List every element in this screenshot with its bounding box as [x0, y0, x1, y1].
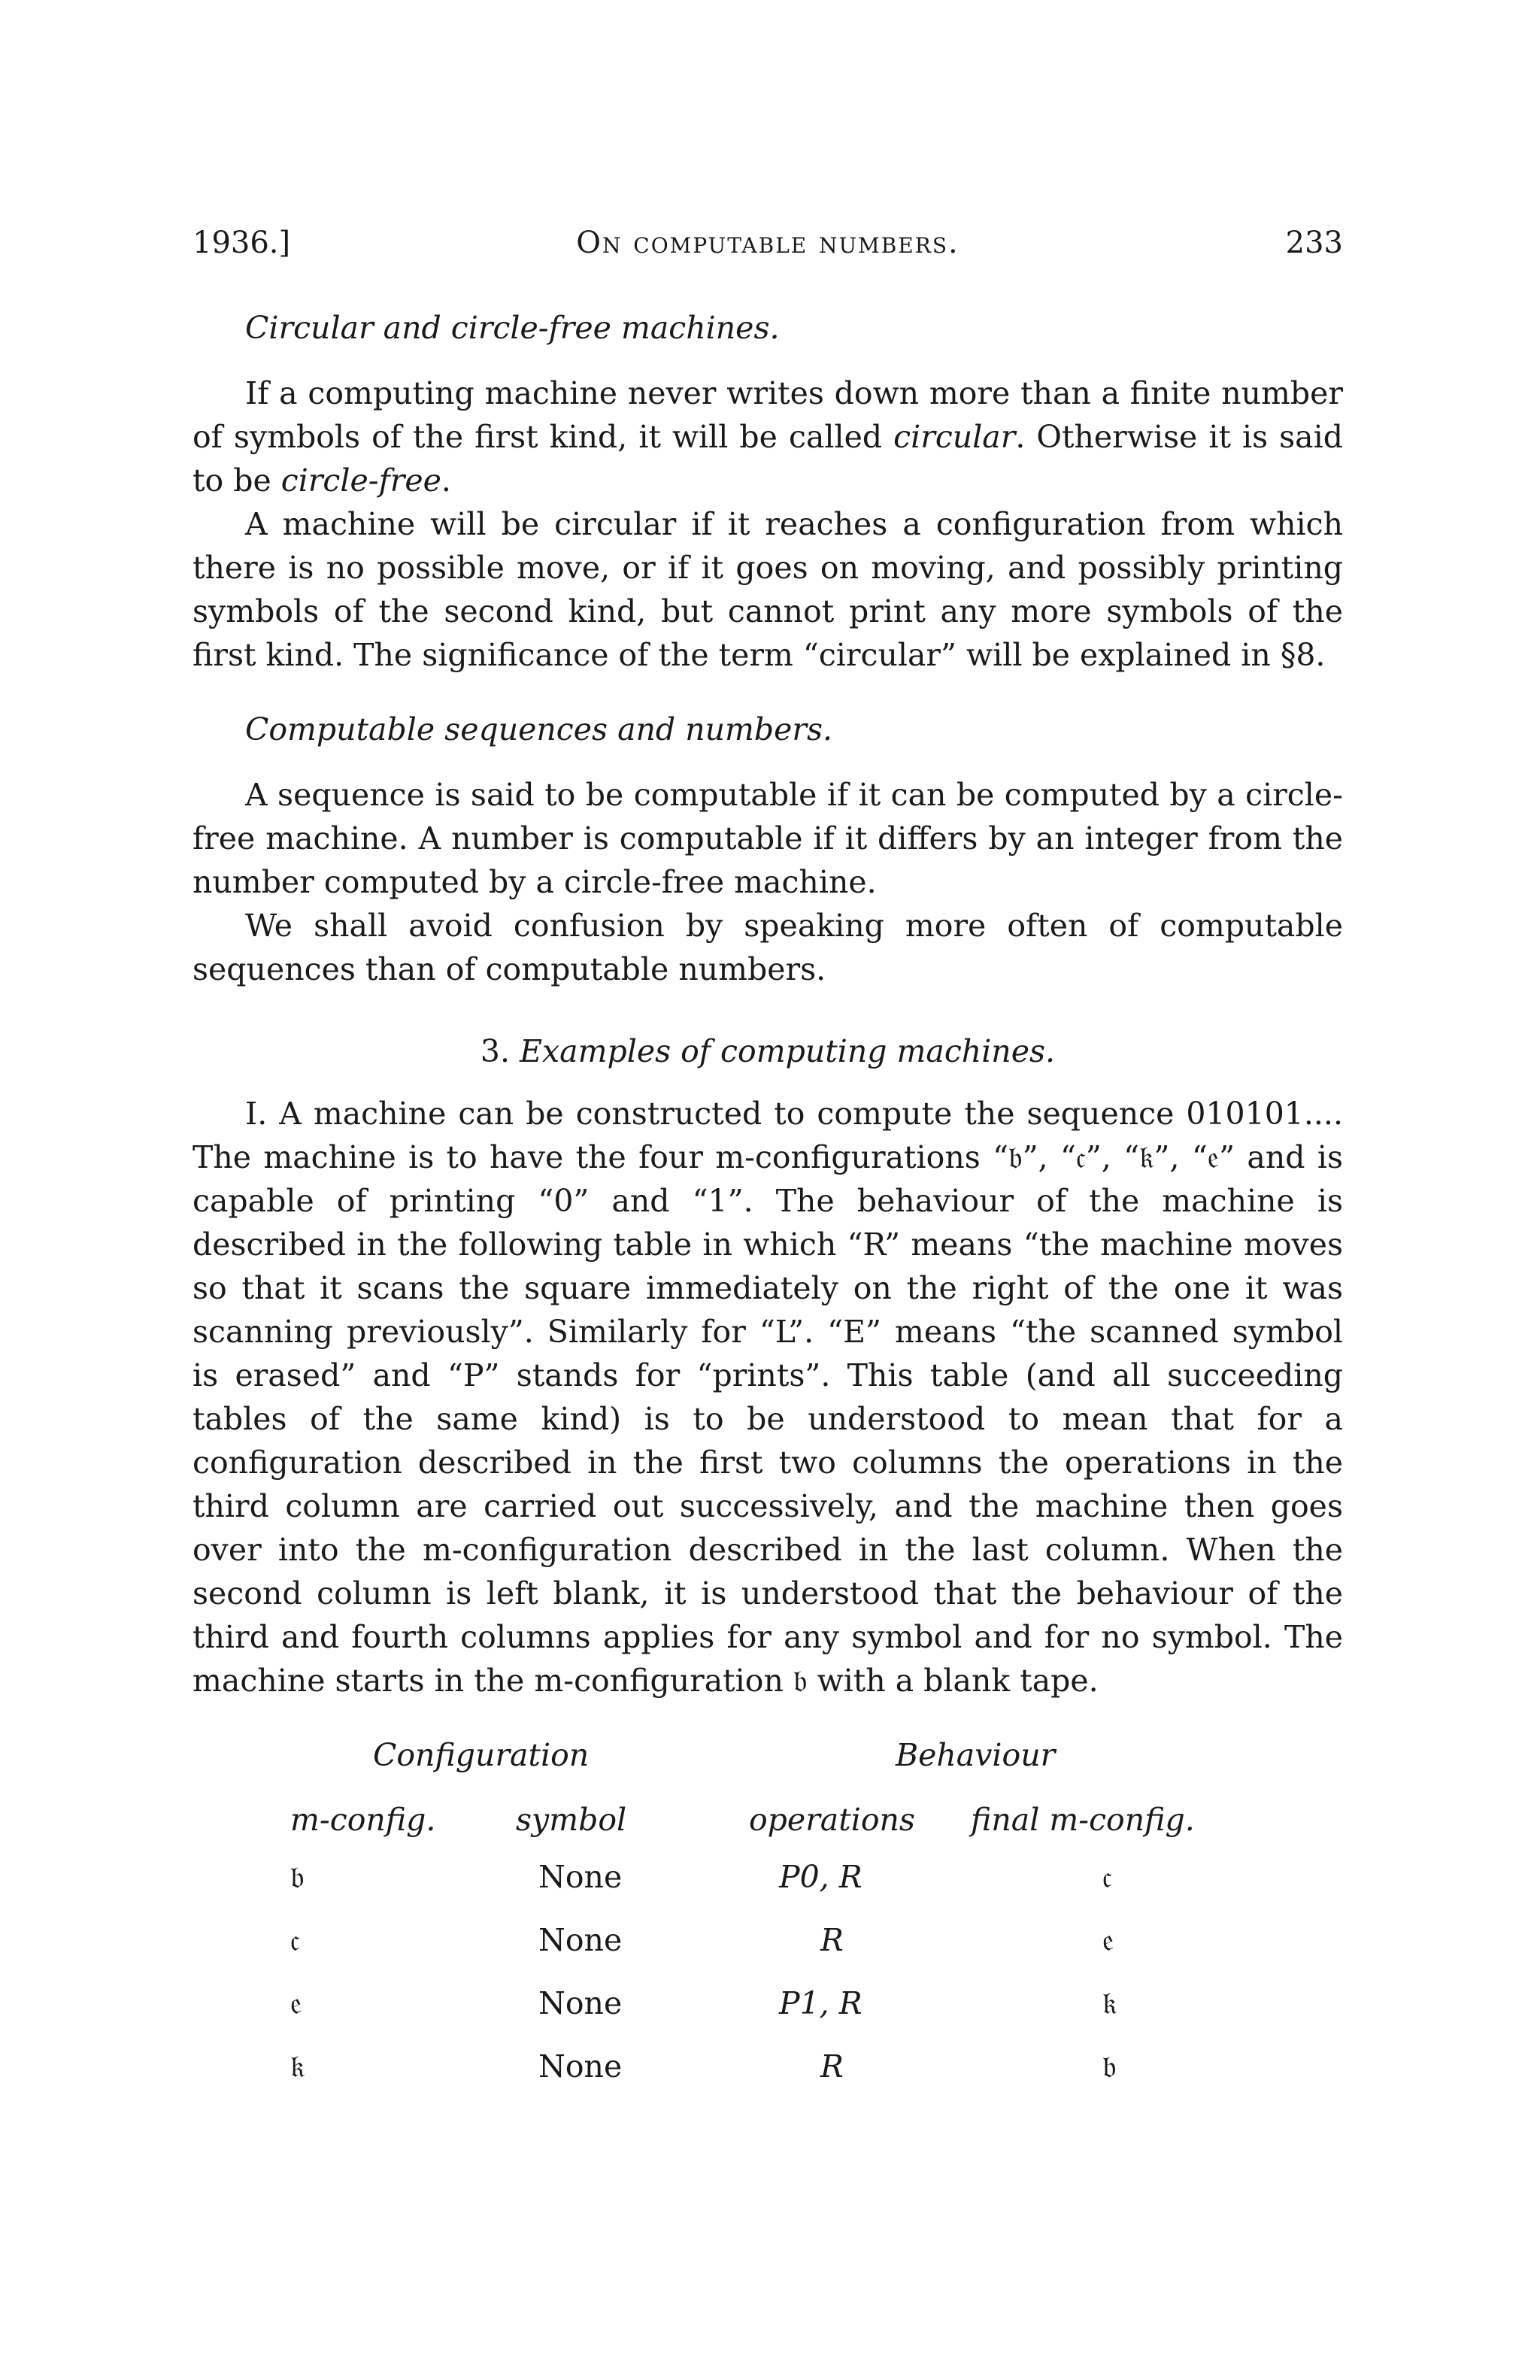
- cell-symbol: None: [538, 1922, 623, 1958]
- cell-symbol: None: [538, 2048, 623, 2084]
- heading-computable: Computable sequences and numbers.: [245, 711, 833, 747]
- section-title-text: Examples of computing machines.: [520, 1033, 1056, 1069]
- cell-symbol: None: [538, 1859, 623, 1895]
- table-column-headers: [192, 1802, 1343, 1854]
- cell-mconfig: 𝔨: [290, 2048, 305, 2084]
- cell-mconfig: 𝔠: [290, 1922, 300, 1958]
- section-number: 3.: [480, 1033, 511, 1069]
- table-row: [192, 1922, 1343, 1985]
- cell-mconfig: 𝔟: [290, 1859, 305, 1895]
- table-group-headers: [192, 1737, 1343, 1790]
- page-number: 233: [1285, 226, 1343, 260]
- paragraph-example-one: I. A machine can be constructed to compute the sequence 010101.... The machine is to have the four m-configurations “𝔟”, “𝔠”, “𝔨”, “𝔢” and is capable of printing “0” and “1”. The behaviour of the machine is described in the following table in which “R” means “the machine moves so that it scans the square immediately on the right of the one it was scanning previously”. Similarly for “L”. “E” means “the scanned symbol is erased” and “P” stands for “prints”. This table (and all succeeding tables of the same kind) is to be understood to mean that for a configuration described in the first two columns the operations in the third column are carried out successively, and the machine then goes over into the m-configuration described in the last column. When the second column is left blank, it is understood that the behaviour of the third and fourth columns applies for any symbol and for no symbol. The machine starts in the m-configuration 𝔟 with a blank tape.: [192, 1096, 1343, 1699]
- column-header-final: final m-config.: [971, 1802, 1195, 1838]
- paragraph-circular-explanation: A machine will be circular if it reaches a configuration from which there is no possible move, or if it goes on moving, and possibly printing symbols of the second kind, but cannot print any more symbols of the first kind. The significance of the term “circular” will be explained in §8.: [192, 506, 1343, 673]
- cell-final: 𝔟: [1102, 2048, 1117, 2084]
- running-head: [192, 226, 1343, 271]
- heading-circular: Circular and circle-free machines.: [245, 310, 780, 346]
- table-group-configuration: Configuration: [373, 1737, 590, 1773]
- column-header-symbol: symbol: [516, 1802, 627, 1838]
- cell-operations: P0, R: [779, 1859, 862, 1895]
- paragraph-computable-definition: A sequence is said to be computable if it can be computed by a circle-free machine. A number is computable if it differs by an integer from the number computed by a circle-free machine.: [192, 777, 1343, 900]
- paragraph-text: If a computing machine never writes down more than a finite number of symbols of the first kind, it will be called: [192, 375, 1343, 455]
- term-circular: circular: [893, 419, 1016, 455]
- column-header-mconfig: m-config.: [290, 1802, 436, 1838]
- running-head-title: On computable numbers.: [576, 226, 959, 260]
- table-row: [192, 1859, 1343, 1922]
- cell-symbol: None: [538, 1985, 623, 2021]
- cell-mconfig: 𝔢: [290, 1985, 302, 2021]
- page: [192, 226, 1343, 2112]
- cell-operations: P1, R: [779, 1985, 862, 2021]
- term-circle-free: circle-free: [280, 462, 441, 499]
- running-head-year: 1936.]: [192, 226, 291, 260]
- paragraph-text: . Otherwise it is said to be: [192, 419, 1343, 499]
- paragraph-text: .: [441, 462, 451, 499]
- column-header-operations: operations: [749, 1802, 915, 1838]
- cell-final: 𝔢: [1102, 1922, 1114, 1958]
- table-group-behaviour: Behaviour: [896, 1737, 1056, 1773]
- cell-final: 𝔨: [1102, 1985, 1117, 2021]
- cell-operations: R: [820, 1922, 844, 1958]
- table-row: [192, 2048, 1343, 2112]
- table-row: [192, 1985, 1343, 2048]
- cell-final: 𝔠: [1102, 1859, 1112, 1895]
- paragraph-circular-definition: [192, 371, 1343, 502]
- cell-operations: R: [820, 2048, 844, 2084]
- section-title-examples: [192, 1033, 1343, 1069]
- paragraph-computable-note: We shall avoid confusion by speaking more often of computable sequences than of computable numbers.: [192, 908, 1343, 987]
